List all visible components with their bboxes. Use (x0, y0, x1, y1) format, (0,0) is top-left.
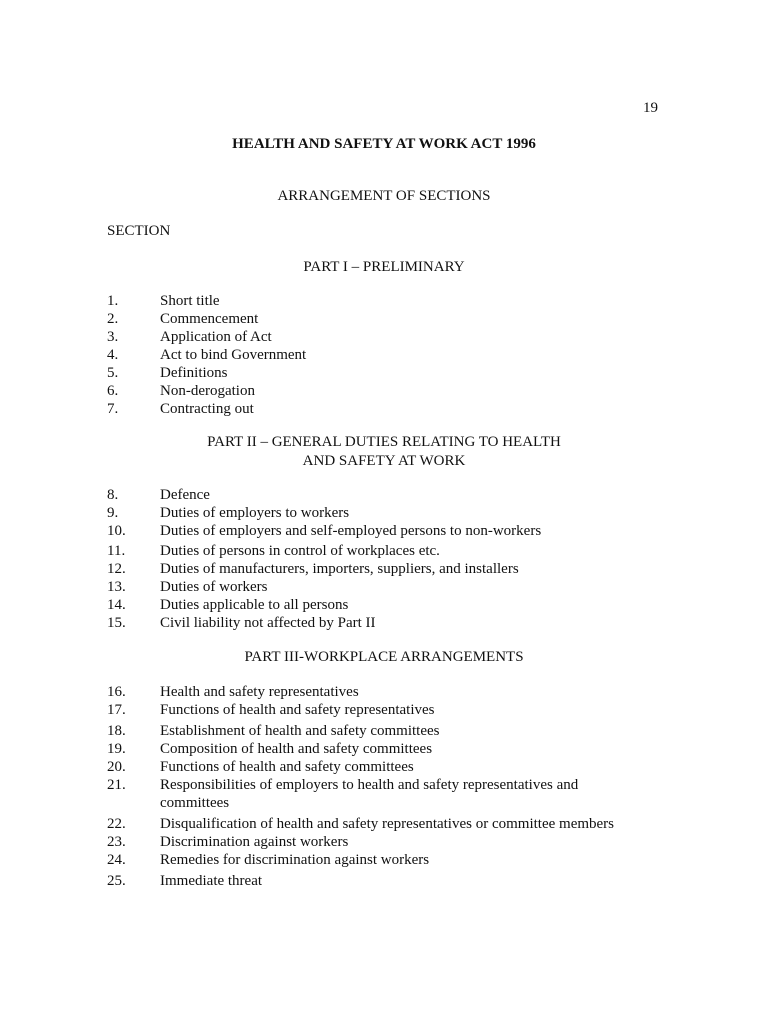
section-title: Defence (160, 487, 210, 503)
section-number: 13. (107, 579, 126, 595)
section-number: 5. (107, 365, 119, 381)
section-title: Responsibilities of employers to health and safety representatives and committees (160, 777, 579, 811)
section-number: 12. (107, 561, 126, 577)
section-number: 19. (107, 741, 126, 757)
section-number: 4. (107, 347, 119, 363)
section-title: Duties of workers (160, 579, 268, 595)
section-number: 15. (107, 615, 126, 631)
section-title: Duties of employers and self-employed persons to non-workers (160, 523, 542, 539)
section-number: 17. (107, 702, 126, 718)
section-title: Composition of health and safety committees (160, 741, 433, 757)
section-title: Remedies for discrimination against workers (160, 852, 430, 868)
part1-heading: PART I – PRELIMINARY (303, 259, 465, 275)
list-item (107, 364, 708, 382)
section-number: 3. (107, 329, 119, 345)
list-item (107, 486, 708, 504)
list-item (107, 578, 708, 596)
list-item (107, 614, 708, 632)
section-title: Commencement (160, 311, 259, 327)
section-title: Act to bind Government (160, 347, 307, 363)
list-item (107, 310, 708, 328)
list-item (107, 382, 708, 400)
section-title: Establishment of health and safety committees (160, 723, 440, 739)
list-item (107, 560, 708, 578)
list-item (107, 504, 708, 522)
list-item (107, 833, 708, 851)
section-title: Non-derogation (160, 383, 255, 399)
section-number: 22. (107, 816, 126, 832)
section-number: 7. (107, 401, 119, 417)
section-title: Definitions (160, 365, 228, 381)
part3-heading: PART III-WORKPLACE ARRANGEMENTS (244, 649, 524, 665)
section-number: 25. (107, 873, 126, 889)
part2-heading-line2: AND SAFETY AT WORK (302, 453, 466, 469)
list-item (107, 722, 708, 740)
section-number: 18. (107, 723, 126, 739)
section-title: Disqualification of health and safety representatives or committee members (160, 816, 615, 832)
part3-entries (107, 683, 708, 890)
section-title: Application of Act (160, 329, 272, 345)
list-item (107, 872, 708, 890)
section-column-label: SECTION (107, 223, 171, 239)
list-item (107, 346, 708, 364)
list-item (107, 400, 708, 418)
list-item (107, 292, 708, 310)
section-number: 21. (107, 777, 126, 793)
section-number: 2. (107, 311, 119, 327)
list-item (107, 328, 708, 346)
section-title: Discrimination against workers (160, 834, 349, 850)
section-title: Short title (160, 293, 220, 309)
section-title: Duties applicable to all persons (160, 597, 349, 613)
section-title: Civil liability not affected by Part II (160, 615, 376, 631)
section-title: Duties of manufacturers, importers, suppliers, and installers (160, 561, 519, 577)
section-number: 10. (107, 523, 126, 539)
section-number: 23. (107, 834, 126, 850)
part2-entries (107, 486, 708, 632)
part1-entries (107, 292, 708, 418)
section-number: 24. (107, 852, 126, 868)
part2-heading-line1: PART II – GENERAL DUTIES RELATING TO HEALTH (207, 434, 561, 450)
section-title: Immediate threat (160, 873, 263, 889)
section-title: Functions of health and safety committees (160, 759, 414, 775)
list-item (107, 596, 708, 614)
section-number: 8. (107, 487, 119, 503)
section-title: Contracting out (160, 401, 254, 417)
list-item (107, 701, 708, 719)
section-number: 16. (107, 684, 126, 700)
list-item (107, 740, 708, 758)
list-item (107, 522, 708, 540)
arrangement-subtitle: ARRANGEMENT OF SECTIONS (277, 188, 491, 204)
list-item (107, 815, 708, 833)
section-title: Duties of persons in control of workplaces etc. (160, 543, 440, 559)
section-title: Health and safety representatives (160, 684, 359, 700)
section-number: 1. (107, 293, 119, 309)
section-number: 20. (107, 759, 126, 775)
part2-heading (0, 433, 768, 471)
page-number: 19 (643, 100, 658, 116)
list-item (107, 758, 708, 776)
section-number: 6. (107, 383, 119, 399)
section-title: Duties of employers to workers (160, 505, 350, 521)
list-item (107, 851, 708, 869)
section-number: 9. (107, 505, 119, 521)
document-title: HEALTH AND SAFETY AT WORK ACT 1996 (232, 136, 536, 152)
list-item (107, 542, 708, 560)
section-number: 14. (107, 597, 126, 613)
section-title: Functions of health and safety representatives (160, 702, 435, 718)
list-item (107, 776, 708, 812)
section-number: 11. (107, 543, 126, 559)
list-item (107, 683, 708, 701)
